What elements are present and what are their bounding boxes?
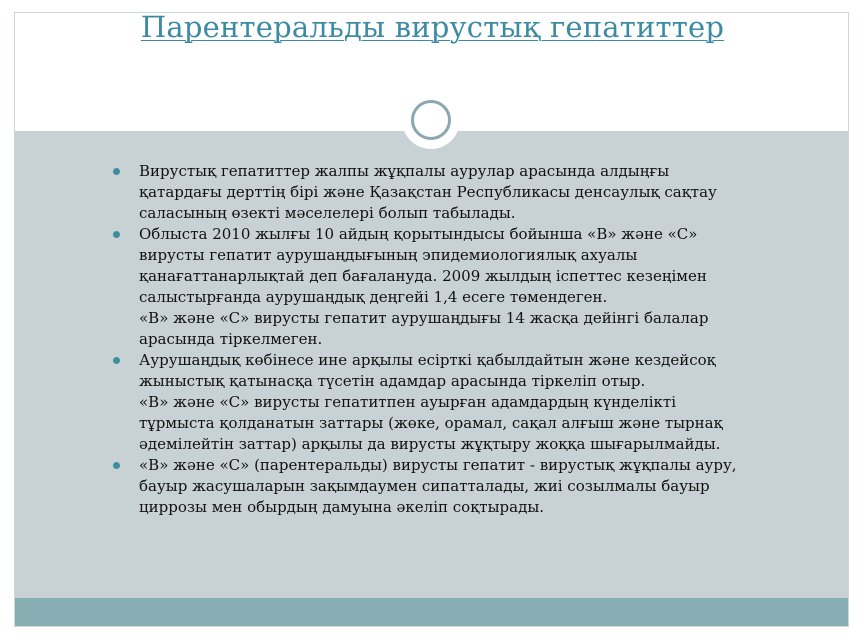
bullet-line: әдемілейтін заттар) арқылы да вирусты жұқтыру жоққа шығарылмайды. (139, 435, 721, 453)
bullet-item (104, 350, 804, 455)
bullet-line: Облыста 2010 жылғы 10 айдың қорытындысы бойынша «В» және «С» (139, 225, 698, 243)
bullet-line: жыныстық қатынасқа түсетін адамдар арасында тіркеліп отыр. (139, 372, 646, 390)
bullet-line: арасында тіркелмеген. (139, 330, 323, 348)
bullet-line: саласының өзекті мәселелері болып табылады. (139, 204, 516, 222)
ring-inner-circle (411, 100, 451, 140)
ring-divider-icon (402, 91, 460, 149)
bullet-item (104, 161, 804, 224)
bullet-line: «В» және «С» вирусты гепатит аурушаңдығы 14 жасқа дейінгі балалар (139, 309, 709, 327)
bullet-dot-icon (113, 168, 120, 175)
slide-title: Парентеральды вирустық гепатиттер (140, 10, 725, 44)
bottom-accent-bar (15, 598, 848, 626)
bullet-line: қанағаттанарлықтай деп бағалануда. 2009 жылдың іспеттес кезеңімен (139, 267, 707, 285)
bullet-line: тұрмыста қолданатын заттары (жөке, орамал, сақал алғыш және тырнақ (139, 414, 723, 432)
bullet-item (104, 455, 804, 518)
bullet-dot-icon (113, 357, 120, 364)
bullet-line: бауыр жасушаларын зақымдаумен сипатталады, жиі созылмалы бауыр (139, 477, 710, 495)
bullet-line: Аурушаңдық көбінесе ине арқылы есірткі қабылдайтын және кездейсоқ (139, 351, 716, 369)
bullet-line: циррозы мен обырдың дамуына әкеліп соқтырады. (139, 498, 545, 516)
bullet-dot-icon (113, 462, 120, 469)
bullet-line: «В» және «С» вирусты гепатитпен ауырған адамдардың күнделікті (139, 393, 677, 411)
bullet-line: «В» және «С» (парентеральды) вирусты гепатит - вирустық жұқпалы ауру, (139, 456, 737, 474)
bullet-list (104, 161, 804, 518)
bullet-dot-icon (113, 231, 120, 238)
bullet-line: салыстырғанда аурушаңдық деңгейі 1,4 есеге төмендеген. (139, 288, 608, 306)
bullet-line: Вирустық гепатиттер жалпы жұқпалы аурулар арасында алдыңғы (139, 162, 670, 180)
bullet-item (104, 224, 804, 350)
bullet-line: қатардағы дерттің бірі және Қазақстан Республикасы денсаулық сақтау (139, 183, 717, 201)
bullet-line: вирусты гепатит аурушаңдығының эпидемиологиялық ахуалы (139, 246, 638, 264)
